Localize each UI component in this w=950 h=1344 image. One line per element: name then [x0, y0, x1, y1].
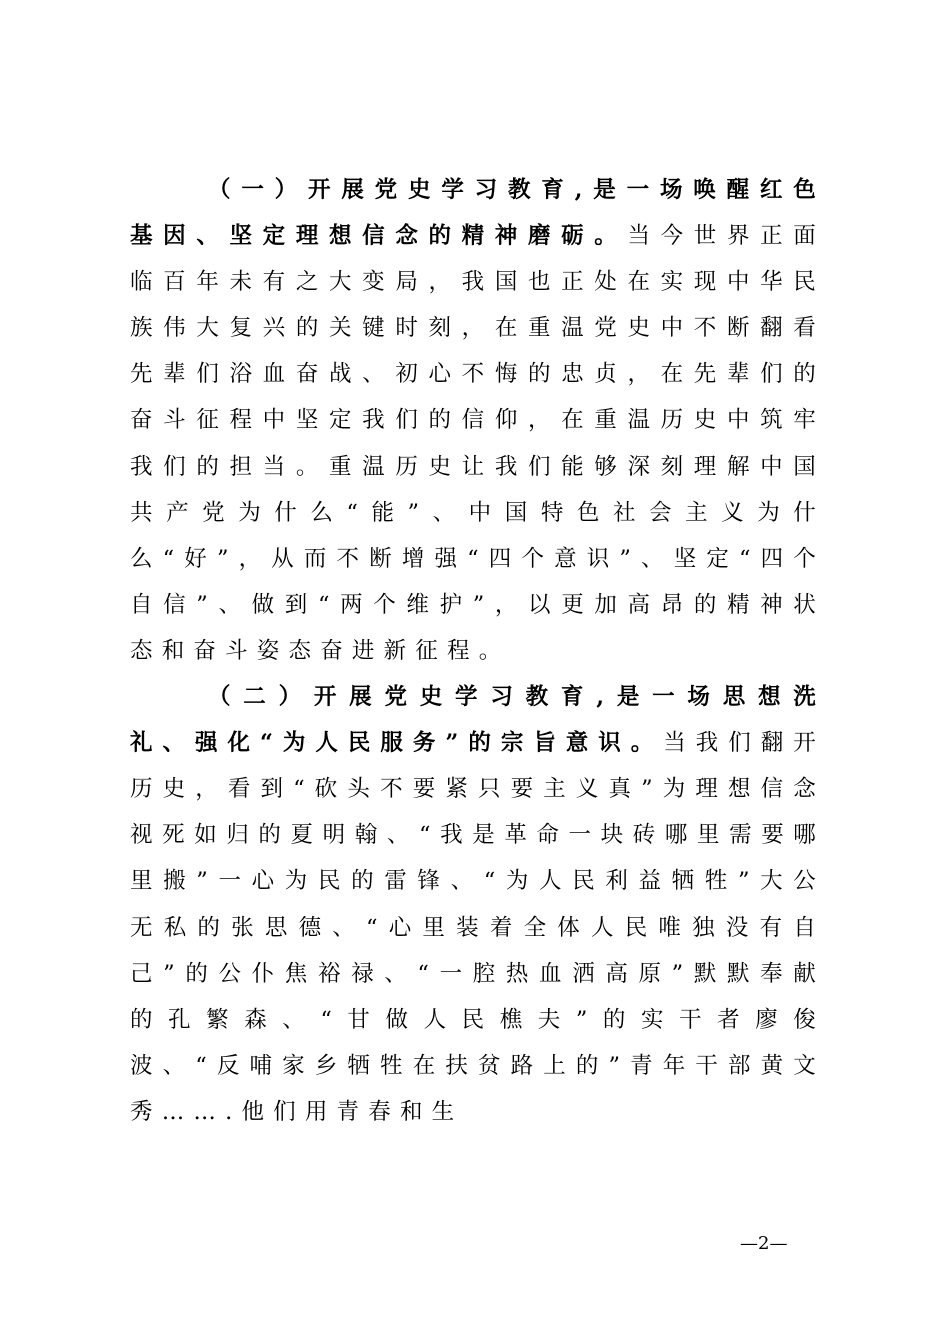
paragraph-2-text: 当我们翻开历史，看到“砍头不要紧只要主义真”为理想信念视死如归的夏明翰、“我是革命一块砖哪里需要哪里搬”一心为民的雷锋、“为人民利益牺牲”大公无私的张思德、“心里装着全体人民唯独没有自己”的公仆焦裕禄、“一腔热血洒高原”默默奉献的孔繁森、“甘做人民樵夫”的实干者廖俊波、“反哺家乡牺牲在扶贫路上的”青年干部黄文秀…….他们用青春和生 [130, 730, 825, 1125]
paragraph-2-heading: （二）开展党史学习教育,是一场思想洗礼、强化“为人民服务”的宗旨意识。 [130, 684, 825, 757]
paragraph-1-text: 当今世界正面临百年未有之大变局，我国也正处在实现中华民族伟大复兴的关键时刻，在重温党史中不断翻看先辈们浴血奋战、初心不悔的忠贞，在先辈们的奋斗征程中坚定我们的信仰，在重温历史中筑牢我们的担当。重温历史让我们能够深刻理解中国共产党为什么“能”、中国特色社会主义为什么“好”，从而不断增强“四个意识”、坚定“四个自信”、做到“两个维护”，以更加高昂的精神状态和奋斗姿态奋进新征程。 [130, 223, 825, 664]
paragraph-1 [130, 167, 825, 674]
page-number: —2— [740, 1233, 788, 1254]
paragraph-1-heading: （一）开展党史学习教育,是一场唤醒红色基因、坚定理想信念的精神磨砺。 [130, 177, 825, 250]
paragraph-2 [130, 674, 825, 1135]
document-body [130, 167, 825, 1135]
